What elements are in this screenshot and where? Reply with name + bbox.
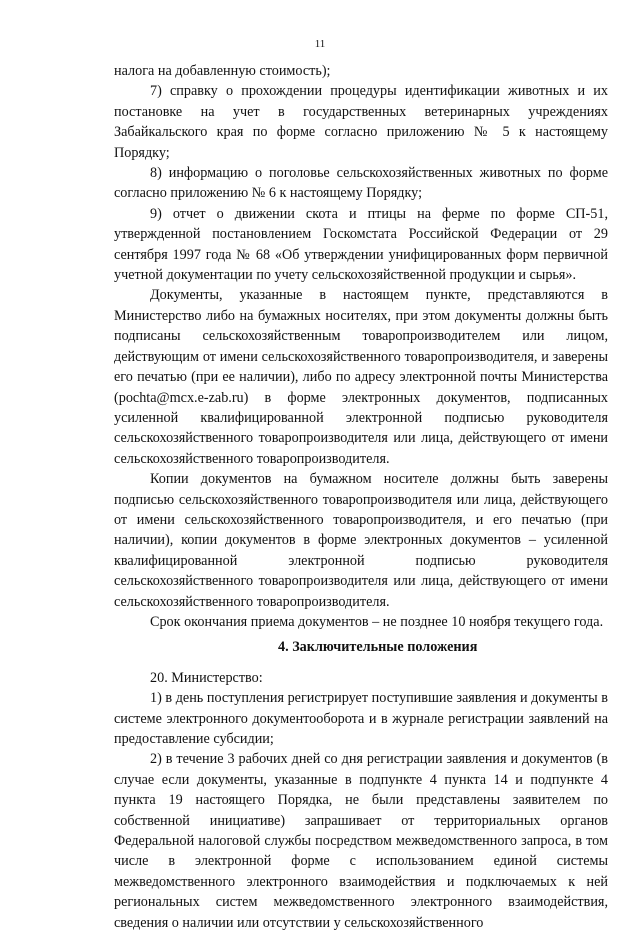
document-body [114, 61, 608, 933]
page-number: 11 [314, 38, 326, 50]
paragraph-item-20: 20. Министерство: [150, 669, 263, 686]
paragraph-item-7: 7) справку о прохождении процедуры идентификации животных и их постановке на учет в государственных ветеринарных учреждениях Забайкальского края по форме согласно приложению № 5 к настоящему Порядку; [114, 83, 608, 161]
paragraph-copies-certification: Копии документов на бумажном носителе должны быть заверены подписью сельскохозяйственного товаропроизводителя или лица, действующего от имени сельскохозяйственного товаропроизводителя, и его печатью (при наличии), копии документов в форме электронных документов – усиленной квалифицированной электронной подписью руководителя сельскохозяйственного товаропроизводителя или лица, действующего от имени сельскохозяйственного товаропроизводителя. [114, 471, 608, 610]
paragraph-subitem-2: 2) в течение 3 рабочих дней со дня регистрации заявления и документов (в случае если документы, указанные в подпункте 4 пункта 14 и подпункте 4 пункта 19 настоящего Порядка, не были представлены заявителем по собственной инициативе) запрашивает от территориальных органов Федеральной налоговой службы посредством межведомственного запроса, в том числе в электронной форме с использованием единой системы межведомственного электронного взаимодействия и подключаемых к ней региональных систем межведомственного электронного взаимодействия, сведения о наличии или отсутствии у сельскохозяйственного [114, 751, 608, 931]
paragraph-item-8: 8) информацию о поголовье сельскохозяйственных животных по форме согласно приложению № 6 к настоящему Порядку; [114, 165, 608, 202]
paragraph-submission-rules: Документы, указанные в настоящем пункте, представляются в Министерство либо на бумажных носителях, при этом документы должны быть подписаны сельскохозяйственным товаропроизводителем или лицом, действующим от имени сельскохозяйственного товаропроизводителя, и заверены его печатью (при ее наличии), либо по адресу электронной почты Министерства (pochta@mcx.e-zab.ru) в форме электронных документов, подписанных усиленной квалифицированной электронной подписью руководителя сельскохозяйственного товаропроизводителя или лица, действующего от имени сельскохозяйственного товаропроизводителя. [114, 287, 608, 467]
section-heading: 4. Заключительные положения [278, 639, 478, 656]
paragraph-subitem-1: 1) в день поступления регистрирует поступившие заявления и документы в системе электронного документооборота и в журнале регистрации заявлений на предоставление субсидии; [114, 690, 608, 747]
paragraph-deadline: Срок окончания приема документов – не позднее 10 ноября текущего года. [150, 613, 604, 630]
paragraph-vat-continuation: налога на добавленную стоимость); [114, 63, 331, 79]
paragraph-item-9: 9) отчет о движении скота и птицы на ферме по форме СП-51, утвержденной постановлением Госкомстата Российской Федерации от 29 сентября 1997 года № 68 «Об утверждении унифицированных форм первичной учетной документации по учету сельскохозяйственной продукции и сырья». [114, 205, 608, 284]
